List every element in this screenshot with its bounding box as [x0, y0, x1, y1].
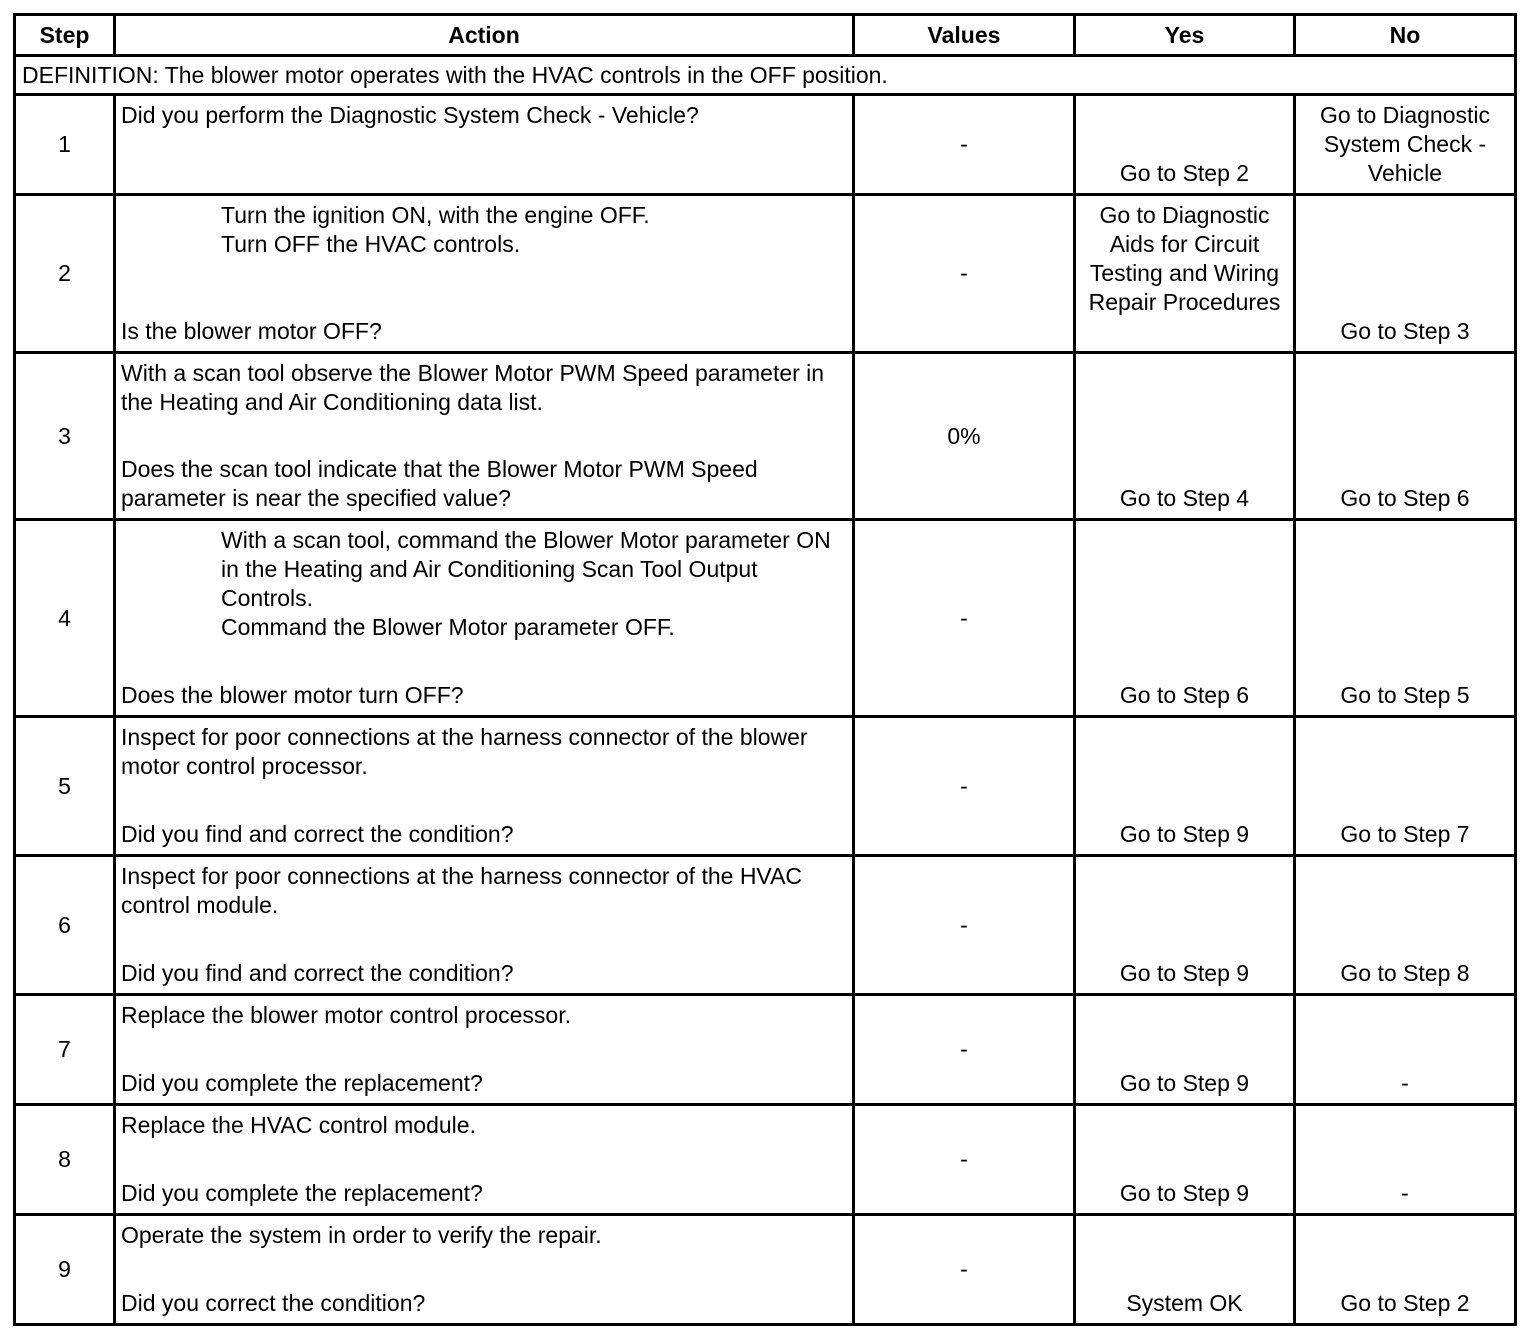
definition-row: [15, 56, 1516, 95]
header-action: Action: [115, 15, 854, 56]
action-cell: [115, 995, 854, 1105]
step-number: 5: [15, 717, 115, 856]
value-cell: -: [854, 717, 1075, 856]
action-text: Command the Blower Motor parameter OFF.: [221, 614, 675, 640]
action-text: Inspect for poor connections at the harness connector of the HVAC control module.: [121, 863, 803, 918]
table-row: [15, 995, 1516, 1105]
action-text: Inspect for poor connections at the harness connector of the blower motor control processor.: [121, 724, 808, 779]
step-number: 7: [15, 995, 115, 1105]
action-cell: [115, 717, 854, 856]
action-question: Is the blower motor OFF?: [121, 318, 382, 344]
yes-text: Go to Step 9: [1119, 960, 1250, 986]
action-text: Replace the blower motor control processor.: [121, 1002, 571, 1028]
yes-cell: [1075, 717, 1295, 856]
yes-cell: [1075, 520, 1295, 717]
action-question: Did you complete the replacement?: [121, 1180, 483, 1206]
no-cell: [1295, 1105, 1516, 1215]
action-question: Did you complete the replacement?: [121, 1070, 483, 1096]
header-row: [15, 15, 1516, 56]
table-row: [15, 856, 1516, 995]
action-text: Turn OFF the HVAC controls.: [221, 231, 521, 257]
header-yes: Yes: [1075, 15, 1295, 56]
no-text: Go to Step 6: [1340, 485, 1470, 511]
yes-text: Go to Step 9: [1119, 821, 1250, 847]
no-cell: [1295, 1215, 1516, 1325]
yes-text: Go to Step 4: [1119, 485, 1250, 511]
yes-text: Go to Step 2: [1119, 160, 1250, 186]
no-cell: [1295, 717, 1516, 856]
step-number: 8: [15, 1105, 115, 1215]
yes-cell: [1075, 1105, 1295, 1215]
no-cell: [1295, 95, 1516, 195]
step-number: 1: [15, 95, 115, 195]
yes-cell: [1075, 1215, 1295, 1325]
action-cell: [115, 520, 854, 717]
action-cell: [115, 856, 854, 995]
action-question: Did you find and correct the condition?: [121, 960, 514, 986]
value-cell: -: [854, 995, 1075, 1105]
step-number: 4: [15, 520, 115, 717]
yes-text: Go to Diagnostic Aids for Circuit Testing and Wiring Repair Procedures: [1088, 202, 1281, 315]
no-cell: [1295, 195, 1516, 353]
no-cell: [1295, 353, 1516, 520]
header-step: Step: [15, 15, 115, 56]
value-cell: -: [854, 1215, 1075, 1325]
no-cell: [1295, 520, 1516, 717]
action-cell: [115, 95, 854, 195]
action-question: Does the scan tool indicate that the Blower Motor PWM Speed parameter is near the specified value?: [121, 456, 758, 511]
table-row: [15, 353, 1516, 520]
no-text: -: [1401, 1180, 1409, 1206]
value-cell: -: [854, 520, 1075, 717]
yes-cell: [1075, 995, 1295, 1105]
step-number: 6: [15, 856, 115, 995]
no-text: Go to Step 2: [1340, 1290, 1470, 1316]
action-cell: [115, 353, 854, 520]
yes-cell: [1075, 856, 1295, 995]
value-cell: -: [854, 856, 1075, 995]
action-question: Did you correct the condition?: [121, 1290, 426, 1316]
yes-text: Go to Step 9: [1119, 1070, 1250, 1096]
step-number: 2: [15, 195, 115, 353]
yes-text: Go to Step 6: [1119, 682, 1250, 708]
step-number: 3: [15, 353, 115, 520]
yes-text: System OK: [1126, 1290, 1243, 1316]
table-row: [15, 1105, 1516, 1215]
no-text: -: [1401, 1070, 1409, 1096]
table-row: [15, 1215, 1516, 1325]
yes-cell: [1075, 353, 1295, 520]
no-text: Go to Step 8: [1340, 960, 1470, 986]
value-cell: 0%: [854, 353, 1075, 520]
header-values: Values: [854, 15, 1075, 56]
action-text: Operate the system in order to verify the repair.: [121, 1222, 602, 1248]
no-cell: [1295, 995, 1516, 1105]
action-cell: [115, 195, 854, 353]
yes-cell: [1075, 195, 1295, 353]
action-text: With a scan tool, command the Blower Motor parameter ON in the Heating and Air Conditioning Scan Tool Output Controls.: [221, 527, 831, 611]
no-text: Go to Diagnostic System Check - Vehicle: [1319, 102, 1491, 186]
value-cell: -: [854, 95, 1075, 195]
step-number: 9: [15, 1215, 115, 1325]
table-row: [15, 520, 1516, 717]
table-row: [15, 717, 1516, 856]
table-row: [15, 195, 1516, 353]
value-cell: -: [854, 1105, 1075, 1215]
action-cell: [115, 1105, 854, 1215]
no-text: Go to Step 7: [1340, 821, 1470, 847]
yes-cell: [1075, 95, 1295, 195]
action-text: With a scan tool observe the Blower Motor PWM Speed parameter in the Heating and Air Conditioning data list.: [121, 360, 825, 415]
action-cell: [115, 1215, 854, 1325]
action-text: Did you perform the Diagnostic System Check - Vehicle?: [121, 102, 699, 128]
no-text: Go to Step 5: [1340, 682, 1470, 708]
action-question: Did you find and correct the condition?: [121, 821, 514, 847]
table-row: [15, 95, 1516, 195]
definition-text: DEFINITION: The blower motor operates with the HVAC controls in the OFF position.: [15, 56, 1516, 95]
no-cell: [1295, 856, 1516, 995]
value-cell: -: [854, 195, 1075, 353]
action-text: Turn the ignition ON, with the engine OFF.: [221, 202, 650, 228]
yes-text: Go to Step 9: [1119, 1180, 1250, 1206]
diagnostic-table: [13, 13, 1517, 1326]
header-no: No: [1295, 15, 1516, 56]
action-question: Does the blower motor turn OFF?: [121, 682, 464, 708]
no-text: Go to Step 3: [1340, 318, 1470, 344]
action-text: Replace the HVAC control module.: [121, 1112, 476, 1138]
